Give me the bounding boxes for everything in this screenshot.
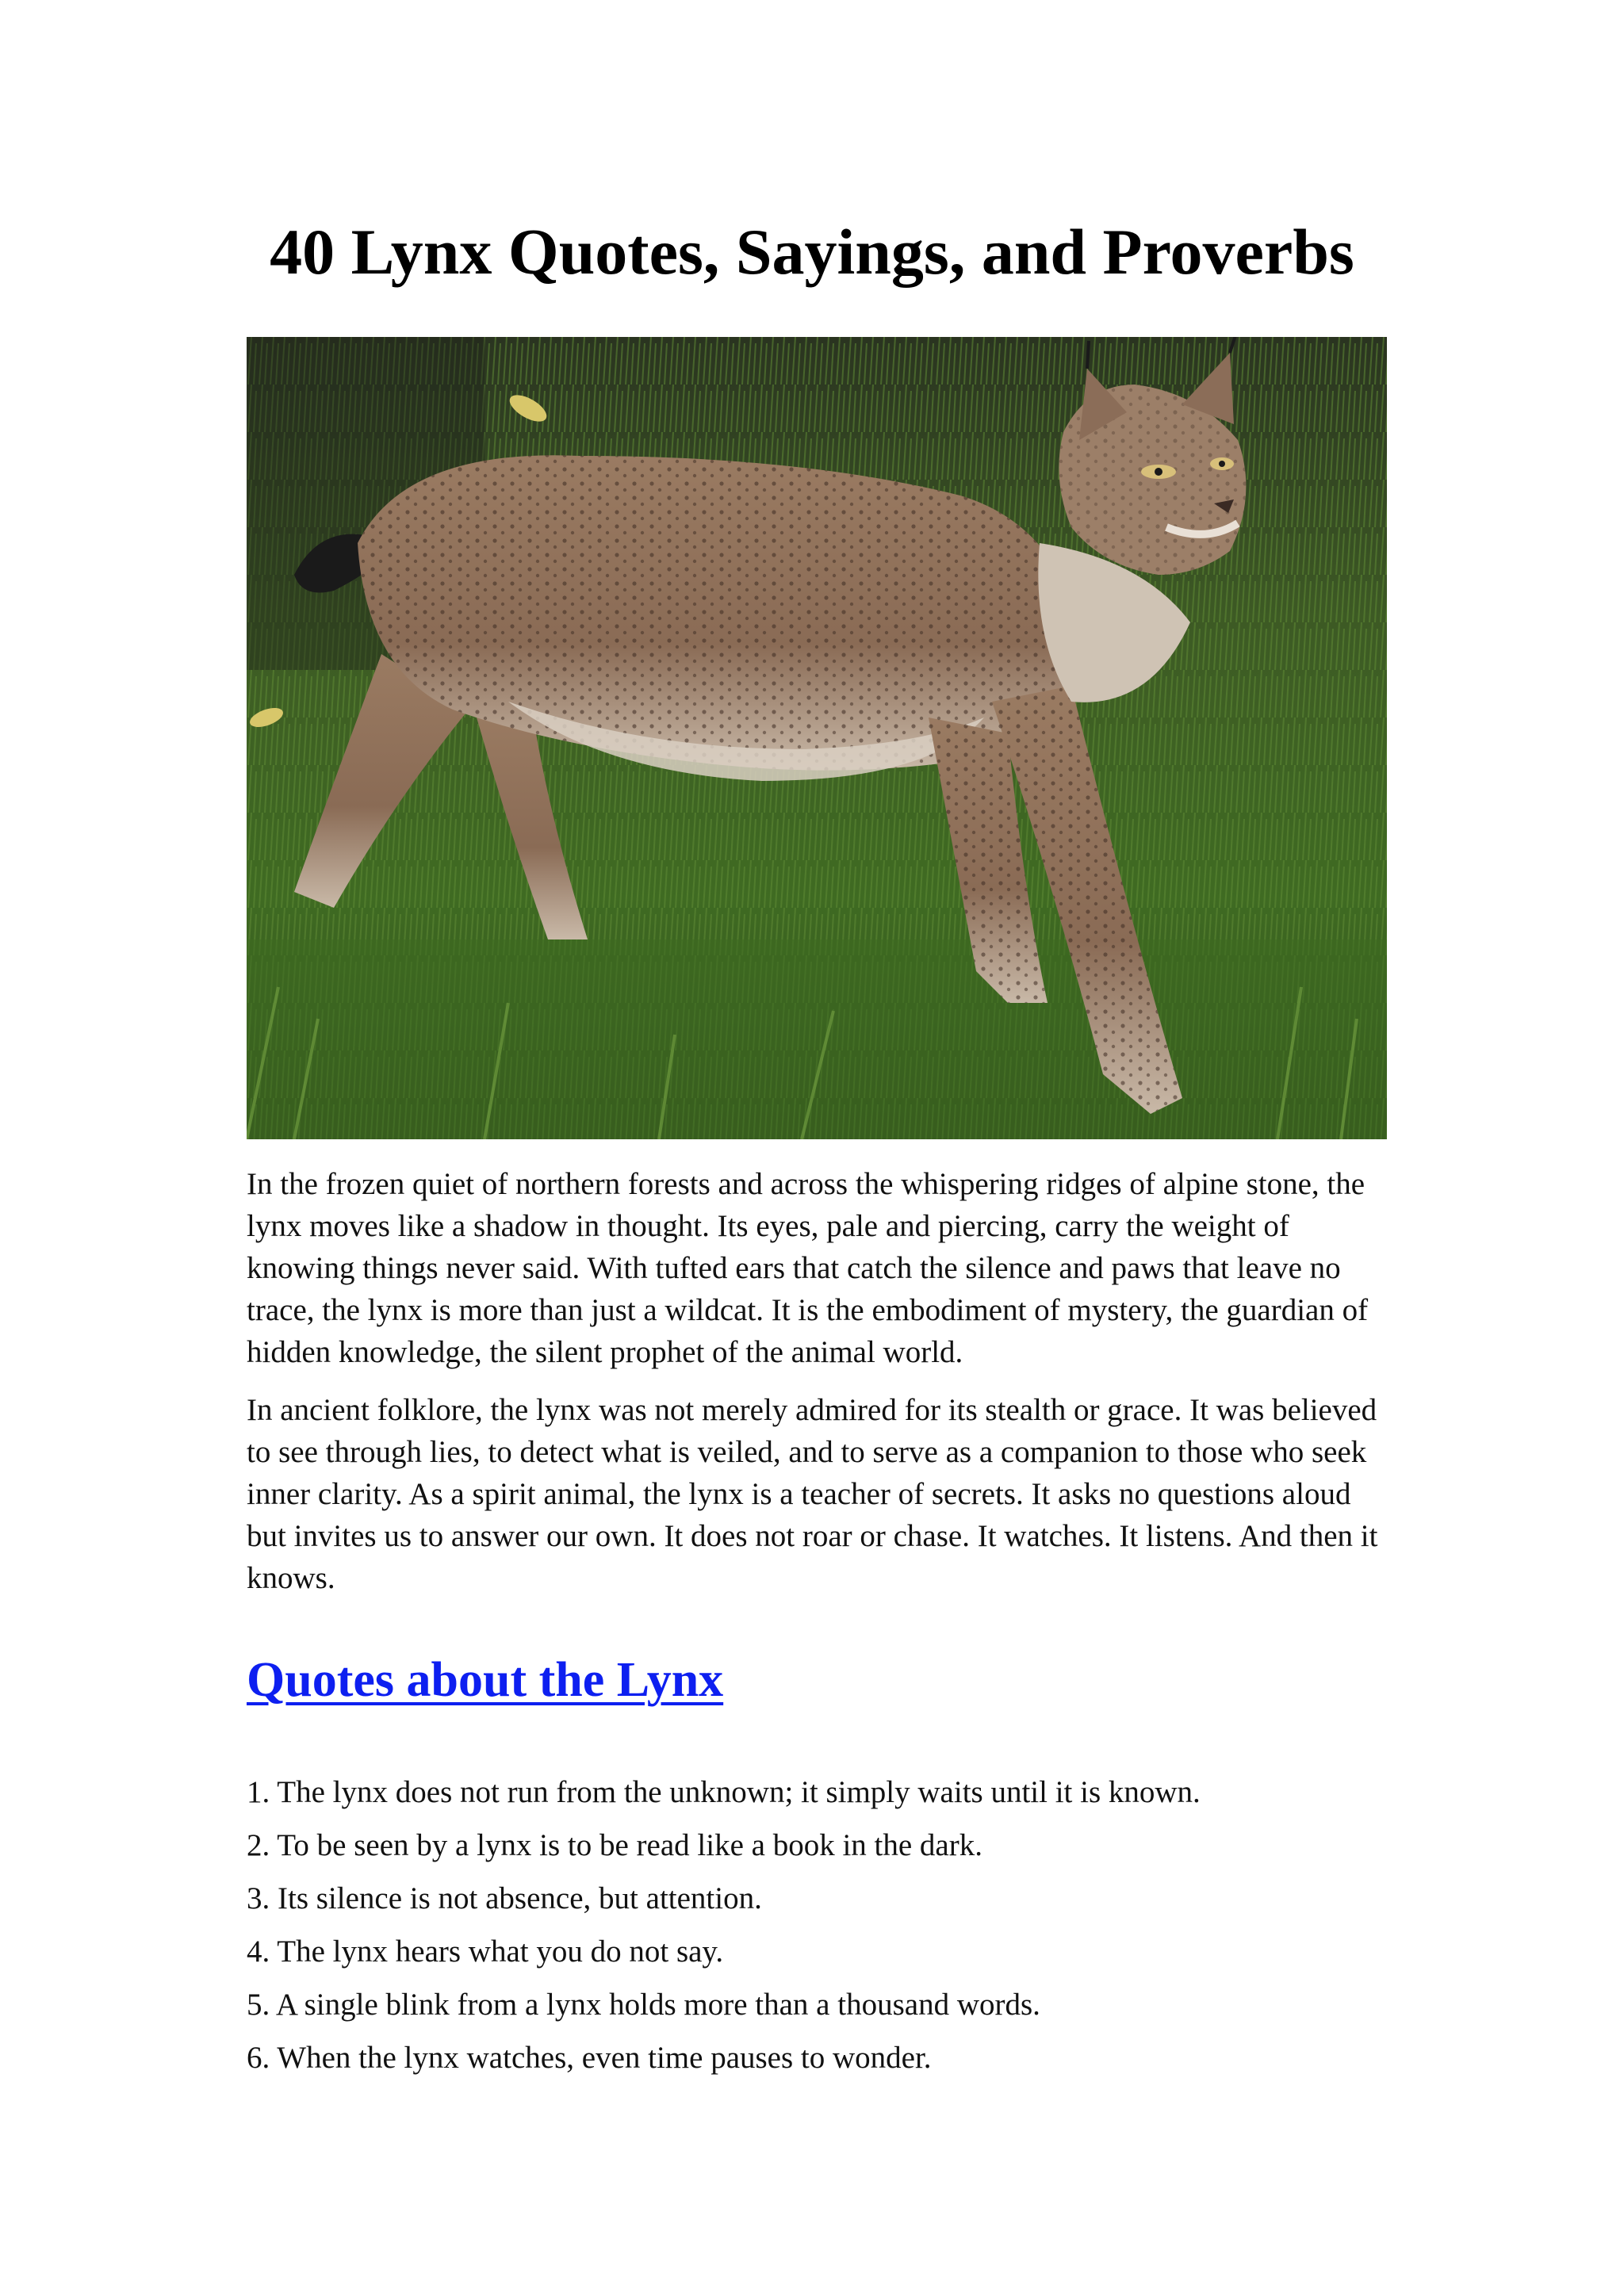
section-heading-link[interactable]: Quotes about the Lynx bbox=[247, 1653, 724, 1707]
lynx-photo-illustration bbox=[247, 337, 1387, 1139]
section-heading bbox=[247, 1648, 723, 1712]
list-item: 6. When the lynx watches, even time pauses to wonder. bbox=[247, 2041, 932, 2075]
intro-paragraph-2: In ancient folklore, the lynx was not merely admired for its stealth or grace. It was believed to see through lies, to detect what is veiled, and to serve as a companion to those who seek inner clarity. As a spirit animal, the lynx is a teacher of secrets. It asks no questions aloud but invites us to answer our own. It does not roar or chase. It watches. It listens. And then it knows. bbox=[247, 1393, 1378, 1595]
list-item: 3. Its silence is not absence, but attention. bbox=[247, 1881, 762, 1915]
list-item: 5. A single blink from a lynx holds more than a thousand words. bbox=[247, 1988, 1040, 2022]
lynx-photo bbox=[247, 337, 1387, 1139]
intro-paragraph-1: In the frozen quiet of northern forests and across the whispering ridges of alpine stone, the lynx moves like a shadow in thought. Its eyes, pale and piercing, carry the weight of knowing things never said. With tufted ears that catch the silence and paws that leave no trace, the lynx is more than just a wildcat. It is the embodiment of mystery, the guardian of hidden knowledge, the silent prophet of the animal world. bbox=[247, 1167, 1369, 1369]
list-item: 4. The lynx hears what you do not say. bbox=[247, 1934, 724, 1969]
page-title: 40 Lynx Quotes, Sayings, and Proverbs bbox=[270, 216, 1354, 288]
quotes-list bbox=[247, 1766, 1388, 2084]
list-item: 2. To be seen by a lynx is to be read like a book in the dark. bbox=[247, 1828, 982, 1862]
list-item: 1. The lynx does not run from the unknown; it simply waits until it is known. bbox=[247, 1775, 1201, 1809]
